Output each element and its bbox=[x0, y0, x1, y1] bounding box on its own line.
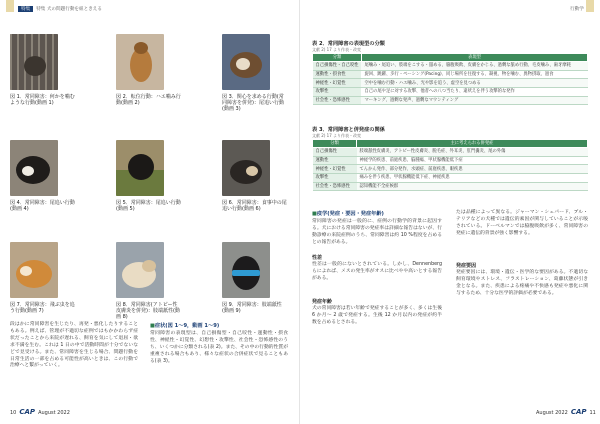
photo-caption: 図 6．常同障害：食事中の尾追い行動(動画 6) bbox=[222, 200, 287, 213]
photo-caption: 図 5．常同障害：尾追い行動(動画 5) bbox=[116, 200, 181, 213]
photo-8 bbox=[116, 242, 164, 298]
table-row: 神経性・幻覚性 空中を噛む行動・ハエ噛み、光や影を追う、虚空を見つめる bbox=[313, 79, 588, 88]
table2-header: 表現型 bbox=[361, 54, 587, 62]
onset-age-text: 犬の常同障害は若い年齢で発症することが多く、多くは生後 6 か月〜 2 歳で発症する。生後 12 か月以内の発症が約半数を占めるとされる。 bbox=[312, 306, 442, 325]
right-folio bbox=[536, 408, 596, 416]
section-symptoms-title: 症状(図 1〜9，動画 1〜9) bbox=[154, 323, 220, 329]
right-page bbox=[300, 0, 600, 424]
photo-4 bbox=[10, 140, 58, 196]
sex-text: 性差は一般的にないとされている。しかし、Dennenberg らによれば、メスの発生率がオスに比べやや高いとする報告がある。 bbox=[312, 262, 442, 281]
table-row: 自己損傷性・自己咬性 尾噛み・尾追い、肢端をこする・舐める、脇腹吸飲、皮膚をかじる、過剰な舐め行動、毛皮噛み、歯牙摩耗 bbox=[313, 62, 588, 71]
cap-logo: CAP bbox=[570, 408, 587, 416]
photo-caption: 図 9．常同障害：肢端舐性(動画 9) bbox=[222, 302, 282, 315]
issue-date: August 2022 bbox=[536, 410, 568, 416]
table2-header: 分類 bbox=[313, 54, 362, 62]
intro-text: 段はかに常同障害を生じたり、再発・悪化したりすることもある。例えば、管理が不適切な症例ではもかかわらず症状だったことから来院が遅れる、飼育を気にして退屈・欲求不満を生む。これは 1 日の中で活動時間が十分でないなどで見受ける。また、常同障害を生じる場合、問題行動を日常生活の一部を占める可能性が高いときは、この行動で治療へと繋がっていく。 bbox=[10, 322, 138, 369]
photo-caption: 図 1．常同障害：何かを噛むような行動(動画 1) bbox=[10, 94, 75, 107]
table3-header: 分類 bbox=[313, 140, 357, 148]
photo-6 bbox=[222, 140, 270, 196]
table2 bbox=[312, 53, 588, 105]
photo-caption: 図 4．常同障害：尾追い行動(動画 4) bbox=[10, 200, 75, 213]
breed-text: たは品種によって異なる。ジャーマン・シェパード、ブル・テリアなどの犬種では遺伝的素因が関与していることが示唆されている。ドーベルマンでは脇腹吸飲が多く、常同障害の発症に遺伝的背景が強く影響する。 bbox=[456, 210, 588, 236]
sticky-note bbox=[586, 0, 594, 12]
photo-2 bbox=[116, 34, 164, 90]
section-symptoms-heading: ■症状(図 1〜9，動画 1〜9) bbox=[150, 323, 220, 329]
photo-caption: 図 8．常同障害(アトピー性皮膚炎を併発)：肢端舐性(動画 8) bbox=[116, 302, 180, 321]
sticky-note bbox=[6, 0, 14, 12]
photo-1 bbox=[10, 34, 58, 90]
table3 bbox=[312, 139, 588, 191]
photo-caption: 図 2．転位行動：ハエ噛み行動(動画 2) bbox=[116, 94, 181, 107]
photo-3 bbox=[222, 34, 270, 90]
table-row: 運動性 神経学的疾患、前庭疾患、脳腫瘍、甲状腺機能低下症 bbox=[313, 156, 588, 165]
photo-5 bbox=[116, 140, 164, 196]
subhead-causes: 発症要因 bbox=[456, 263, 477, 269]
running-head: 行動学 bbox=[570, 7, 584, 12]
running-head-text: 特集 犬の問題行動を紐ときえる bbox=[36, 7, 102, 12]
table-row: 自己損傷性 肢端舐性皮膚炎、アトピー性皮膚炎、脱毛症、外耳炎、肛門嚢炎、尾の外傷 bbox=[313, 148, 588, 157]
subhead-onset-age: 発症年齢 bbox=[312, 299, 333, 305]
photo-caption: 図 3．関心を求める行動(常同障害を併発)：尾追い行動(動画 3) bbox=[222, 94, 284, 113]
symptoms-text: 常同障害の表現型は、自己損傷型・自己咬性・運動性・摂食性、神経性・幻覚性、幻想性・攻撃性、社会性・恐怖感性のうち、いくつかに分類される(表 2)。また、その中の行動的性質が重複される場合もあり、様々な症状の合併症状で見ることもある(表 3)。 bbox=[150, 331, 288, 364]
photo-caption: 図 7．常同障害：飛ぶ虫を追う行動(動画 7) bbox=[10, 302, 75, 315]
table3-title: 表 3．常同障害と併発症の関係 bbox=[312, 127, 385, 133]
running-tag: 特集 bbox=[18, 6, 33, 12]
table3-header: 主に考えられる併発症 bbox=[357, 140, 588, 148]
section-epidemiology-heading: ■疫学(発症・要因・発症年齢) bbox=[312, 211, 384, 217]
page-number: 10 bbox=[10, 410, 17, 416]
epidemiology-text: 常同障害の発症は一般的に、症例の行動学的背景に起因する。犬における常同障害の発症率は詳細な報告はないが、行動診療の来院症例のうち、常同障害は約 10 %程度を占めるとの報告がある。 bbox=[312, 219, 442, 245]
section-epidemiology-title: 疫学(発症・要因・発症年齢) bbox=[316, 211, 384, 217]
cap-logo: CAP bbox=[19, 408, 36, 416]
table-row: 運動性・摂食性 旋回、跳躍、歩行・ペーシング(Pacing)、同じ場所を往復する、凝視、物を噛む、異物摂取、過食 bbox=[313, 70, 588, 79]
issue-date: August 2022 bbox=[38, 410, 70, 416]
table-row: 社会性・恐怖感性 認知機能不全症候群 bbox=[313, 182, 588, 191]
table-row: 攻撃性 痛みを伴う疾患、甲状腺機能低下症、神経疾患 bbox=[313, 173, 588, 182]
page-number: 11 bbox=[589, 410, 596, 416]
photo-9 bbox=[222, 242, 270, 298]
running-head bbox=[18, 6, 102, 12]
table2-title: 表 2．常同障害の表現型の分類 bbox=[312, 41, 385, 47]
left-folio bbox=[10, 408, 70, 416]
photo-7 bbox=[10, 242, 58, 298]
table-row: 攻撃性 自己の尾や足に対する攻撃、他者への八つ当たり、遠吠えを伴う攻撃的な発作 bbox=[313, 87, 588, 96]
table-row: 神経性・幻覚性 てんかん発作、部分発作、水頭症、前庭疾患、眼疾患 bbox=[313, 165, 588, 174]
subhead-sex: 性差 bbox=[312, 255, 323, 261]
table3-note: 文献 2) 17 より作表・改変 bbox=[312, 133, 362, 138]
table-row: 社会性・恐怖感性 マーキング、過剰な発声、過剰なマウンティング bbox=[313, 96, 588, 105]
table2-note: 文献 2) 17 より作表・改変 bbox=[312, 47, 362, 52]
causes-text: 発症要因には、環境・遺伝・医学的な要因がある。不適切な飼育環境やストレス、フラストレーション、葛藤状態が引き金となる。また、疾患による疼痛や不快感も発症や悪化に関与するため、十分な医学的評価が必要である。 bbox=[456, 270, 588, 296]
